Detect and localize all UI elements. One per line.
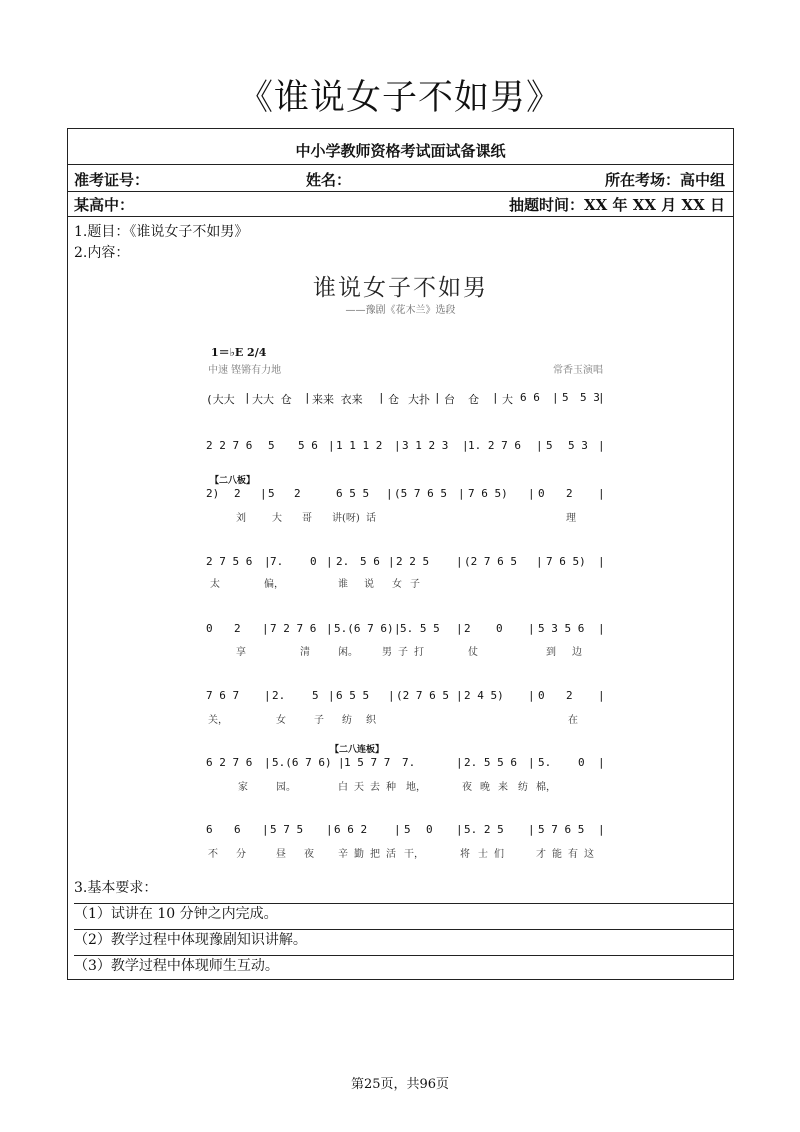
music-row: 6 6 | 5 7 5 | 6 6 2 | 5 0 | 5. 2 5 | 5 7 6 5 | bbox=[206, 823, 605, 836]
music-score bbox=[68, 269, 733, 869]
draw-time: 抽题时间：XX 年 XX 月 XX 日 bbox=[509, 196, 725, 214]
lesson-plan-form bbox=[67, 128, 734, 980]
name-label: 姓名： bbox=[306, 171, 352, 189]
requirement-item: （3）教学过程中体现师生互动。 bbox=[74, 958, 279, 974]
key-signature: 1＝♭E 2/4 bbox=[211, 346, 267, 359]
venue-label: 所在考场：高中组 bbox=[604, 171, 725, 189]
music-row: 6 2 7 6 | 5.(6 7 6) | 1 5 7 7 7. | 2. 5 5 6 | 5. 0 | bbox=[206, 756, 605, 769]
topic-line: 1.题目：《谁说女子不如男》 bbox=[74, 224, 249, 240]
lyric-row: 不 分 昼 夜 辛 勤 把 活 干， 将 士 们 才 能 有 这 bbox=[208, 849, 594, 860]
lyric-row: 关， 女 子 纺 织 在 bbox=[208, 715, 578, 726]
score-subtitle: ——豫剧《花木兰》选段 bbox=[345, 305, 456, 316]
requirement-item: （1）试讲在 10 分钟之内完成。 bbox=[74, 903, 733, 930]
requirements-heading: 3.基本要求： bbox=[74, 877, 733, 904]
candidate-info-row bbox=[68, 164, 733, 192]
requirement-item: （2）教学过程中体现豫剧知识讲解。 bbox=[74, 929, 733, 956]
content-line: 2.内容： bbox=[74, 245, 130, 261]
tempo-marking: 中速 铿锵有力地 bbox=[208, 365, 282, 376]
music-row: 2 7 5 6 | 7. 0 | 2. 5 6 | 2 2 5 | (2 7 6 5 | 7 6 5) | bbox=[206, 555, 605, 568]
music-row: 7 6 7 | 2. 5 | 6 5 5 | (2 7 6 5 | 2 4 5) | 0 2 | bbox=[206, 689, 605, 702]
page-title: 《谁说女子不如男》 bbox=[237, 78, 562, 118]
school-label: 某高中： bbox=[74, 196, 135, 214]
school-time-row bbox=[68, 190, 733, 217]
form-heading: 中小学教师资格考试面试备课纸 bbox=[295, 142, 506, 160]
lyric-row: 太 偏， 谁 说 女 子 bbox=[210, 579, 420, 590]
exam-id-label: 准考证号： bbox=[74, 171, 150, 189]
score-title: 谁说女子不如男 bbox=[313, 275, 488, 301]
section-label: 【二八板】 bbox=[210, 476, 256, 486]
music-row: 2 2 7 6 5 5 6 | 1 1 1 2 | 3 1 2 3 | 1. 2 7 6 | 5 5 3 | bbox=[206, 439, 605, 452]
page-number: 第25页，共96页 bbox=[350, 1077, 450, 1092]
music-row: 2) 2 | 5 2 6 5 5 | (5 7 6 5 | 7 6 5) | 0 2 | bbox=[206, 487, 605, 500]
singer-credit: 常香玉演唱 bbox=[553, 365, 603, 376]
section-label: 【二八连板】 bbox=[330, 745, 385, 755]
lyric-row: 家 园。 白 天 去 种 地， 夜 晚 来 纺 棉， bbox=[238, 782, 556, 793]
music-row: 0 2 | 7 2 7 6 | 5.(6 7 6) | 5. 5 5 | 2 0 | 5 3 5 6 | bbox=[206, 622, 605, 635]
music-row: (大大 | 大大 仓 | 来来 衣来 | 仓 大扑 | 台 仓 | 大 6 6 | 5 5 3 | bbox=[206, 391, 605, 406]
lyric-row: 刘 大 哥 讲(呀) 话 理 bbox=[236, 513, 576, 524]
lyric-row: 享 清 闲。 男 子 打 仗 到 边 bbox=[236, 647, 582, 658]
